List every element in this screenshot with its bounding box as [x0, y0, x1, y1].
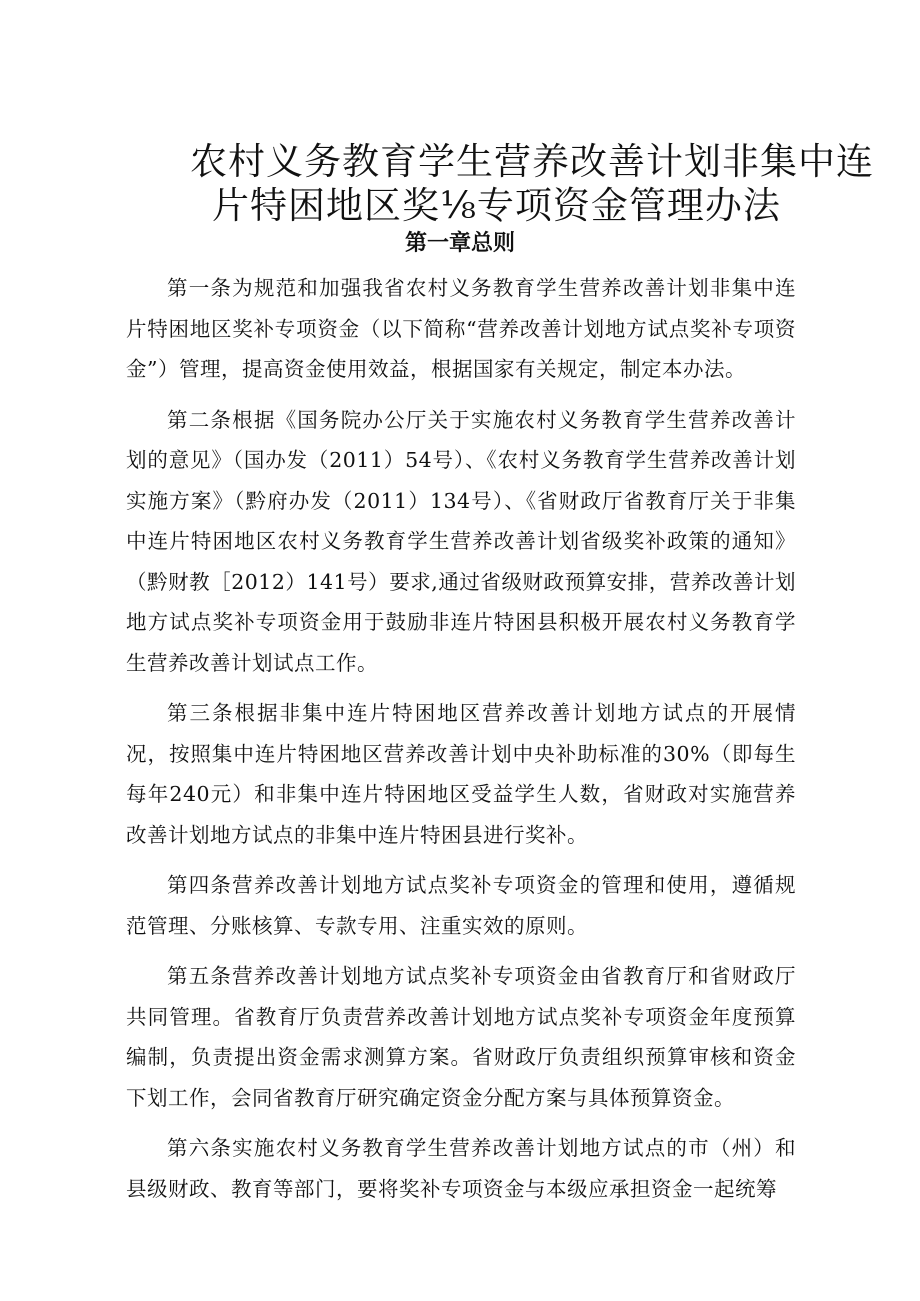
article-2-paragraph: 第二条根据《国务院办公厅关于实施农村义务教育学生营养改善计划的意见》（国办发（2011）54号）、《农村义务教育学生营养改善计划实施方案》（黔府办发（2011）134号）、《省财政厅省教育厅关于非集中连片特困地区农村义务教育学生营养改善计划省级奖补政策的通知》（黔财教［2012）141号）要求,通过省级财政预算安排，营养改善计划地方试点奖补专项资金用于鼓励非连片特困县积极开展农村义务教育学生营养改善计划试点工作。 [126, 407, 796, 675]
article-6-paragraph: 第六条实施农村义务教育学生营养改善计划地方试点的市（州）和县级财政、教育等部门，要将奖补专项资金与本级应承担资金一起统筹 [126, 1136, 796, 1201]
title-line-1: 农村义务教育学生营养改善计划非集中连 [190, 140, 874, 183]
article-3-paragraph: 第三条根据非集中连片特困地区营养改善计划地方试点的开展情况，按照集中连片特困地区营养改善计划中央补助标准的30%（即每生每年240元）和非集中连片特困地区受益学生人数，省财政对实施营养改善计划地方试点的非集中连片特困县进行奖补。 [126, 701, 796, 847]
chapter-heading: 第一章总则 [404, 231, 515, 256]
article-1-paragraph: 第一条为规范和加强我省农村义务教育学生营养改善计划非集中连片特困地区奖补专项资金（以下简称“营养改善计划地方试点奖补专项资金”）管理，提高资金使用效益，根据国家有关规定，制定本办法。 [126, 276, 796, 381]
title-line-2: 片特困地区奖⅛专项资金管理办法 [212, 184, 781, 227]
document-body [126, 268, 796, 1219]
article-4-paragraph: 第四条营养改善计划地方试点奖补专项资金的管理和使用，遵循规范管理、分账核算、专款专用、注重实效的原则。 [126, 873, 796, 938]
document-title [150, 140, 874, 228]
article-5-paragraph: 第五条营养改善计划地方试点奖补专项资金由省教育厅和省财政厅共同管理。省教育厅负责营养改善计划地方试点奖补专项资金年度预算编制，负责提出资金需求测算方案。省财政厅负责组织预算审核和资金下划工作，会同省教育厅研究确定资金分配方案与具体预算资金。 [126, 964, 796, 1110]
